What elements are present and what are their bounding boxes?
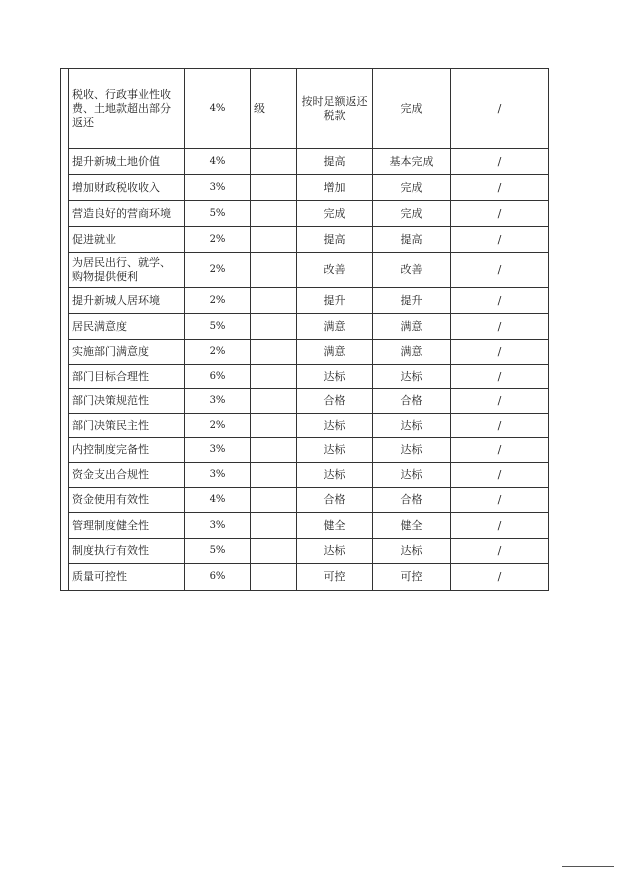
cell-deviation: / [497, 518, 502, 532]
cell-level [251, 201, 296, 226]
table-column-rule [60, 68, 61, 591]
cell-deviation: / [497, 206, 502, 220]
cell-actual: 合格 [400, 394, 423, 407]
cell-weight: 2% [209, 233, 226, 245]
cell-level [251, 365, 296, 388]
cell-indicator: 增加财政税收收入 [72, 180, 160, 194]
cell-level [251, 513, 296, 538]
cell-indicator: 税收、行政事业性收费、土地款超出部分返还 [72, 87, 171, 129]
cell-deviation: / [497, 544, 502, 557]
cell-weight: 2% [209, 346, 226, 357]
cell-actual: 达标 [400, 443, 423, 456]
cell-actual: 提升 [400, 293, 423, 307]
cell-level [251, 463, 296, 487]
cell-weight: 5% [209, 545, 226, 556]
cell-target: 达标 [323, 418, 346, 432]
cell-target: 按时足额返还税款 [301, 94, 368, 122]
cell-deviation: / [497, 319, 502, 333]
cell-weight: 5% [209, 320, 226, 332]
cell-target: 达标 [323, 544, 346, 557]
cell-target: 满意 [323, 319, 346, 333]
cell-deviation: / [497, 345, 502, 358]
cell-actual: 达标 [400, 544, 423, 557]
footer-rule [562, 866, 614, 867]
cell-indicator: 提升新城土地价值 [72, 154, 160, 168]
cell-level [251, 149, 296, 174]
cell-level [251, 340, 296, 364]
cell-level [251, 414, 296, 437]
cell-weight: 4% [209, 102, 226, 114]
cell-indicator: 资金使用有效性 [72, 493, 149, 506]
cell-weight: 3% [209, 444, 226, 455]
cell-weight: 4% [209, 155, 226, 167]
cell-level [251, 288, 296, 313]
cell-weight: 5% [209, 207, 226, 219]
cell-actual: 完成 [400, 206, 423, 220]
cell-actual: 达标 [400, 468, 423, 481]
cell-deviation: / [497, 263, 502, 276]
cell-actual: 提高 [400, 232, 423, 246]
cell-actual: 满意 [400, 319, 423, 333]
cell-weight: 6% [209, 370, 226, 382]
cell-actual: 达标 [400, 418, 423, 432]
cell-target: 提高 [323, 154, 346, 168]
cell-indicator: 制度执行有效性 [72, 544, 149, 557]
cell-deviation: / [497, 493, 502, 506]
cell-level [251, 175, 296, 200]
cell-target: 健全 [323, 518, 346, 532]
cell-actual: 基本完成 [389, 154, 434, 168]
cell-target: 完成 [323, 206, 346, 220]
cell-indicator: 质量可控性 [72, 570, 127, 583]
cell-level: 级 [254, 101, 265, 115]
cell-level [251, 539, 296, 563]
cell-level [251, 438, 296, 462]
cell-indicator: 部门决策民主性 [72, 418, 149, 432]
table-column-rule [548, 68, 549, 591]
cell-target: 达标 [323, 443, 346, 456]
cell-target: 提高 [323, 232, 346, 246]
cell-indicator: 营造良好的营商环境 [72, 206, 171, 220]
cell-deviation: / [497, 468, 502, 481]
cell-level [251, 314, 296, 339]
cell-deviation: / [497, 443, 502, 456]
cell-target: 达标 [323, 369, 346, 383]
cell-weight: 3% [209, 181, 226, 193]
cell-target: 增加 [323, 180, 346, 194]
cell-indicator: 部门决策规范性 [72, 394, 149, 407]
cell-indicator: 居民满意度 [72, 319, 127, 333]
cell-indicator: 部门目标合理性 [72, 369, 149, 383]
cell-deviation: / [497, 232, 502, 246]
cell-target: 合格 [323, 394, 346, 407]
cell-target: 可控 [323, 570, 346, 583]
cell-indicator: 内控制度完备性 [72, 443, 149, 456]
cell-target: 提升 [323, 293, 346, 307]
cell-level [251, 253, 296, 287]
cell-level [251, 488, 296, 512]
cell-deviation: / [497, 418, 502, 432]
cell-indicator: 资金支出合规性 [72, 468, 149, 481]
cell-deviation: / [497, 570, 502, 583]
cell-target: 达标 [323, 468, 346, 481]
cell-level [251, 564, 296, 590]
cell-actual: 可控 [400, 570, 423, 583]
cell-actual: 完成 [400, 180, 423, 194]
cell-actual: 合格 [400, 493, 423, 506]
cell-weight: 3% [209, 395, 226, 406]
cell-weight: 2% [209, 264, 226, 275]
cell-weight: 6% [209, 571, 226, 582]
cell-actual: 达标 [400, 369, 423, 383]
cell-indicator: 管理制度健全性 [72, 518, 149, 532]
cell-actual: 完成 [400, 101, 423, 115]
cell-weight: 2% [209, 294, 226, 306]
cell-weight: 3% [209, 469, 226, 480]
cell-indicator: 促进就业 [72, 232, 116, 246]
cell-level [251, 389, 296, 413]
cell-deviation: / [497, 180, 502, 194]
cell-weight: 2% [209, 419, 226, 431]
cell-weight: 4% [209, 494, 226, 505]
cell-indicator: 提升新城人居环境 [72, 293, 160, 307]
cell-deviation: / [497, 101, 502, 115]
cell-actual: 健全 [400, 518, 423, 532]
cell-deviation: / [497, 394, 502, 407]
cell-target: 合格 [323, 493, 346, 506]
cell-indicator: 为居民出行、就学、购物提供便利 [72, 256, 171, 283]
cell-weight: 3% [209, 519, 226, 531]
cell-target: 改善 [323, 263, 346, 276]
cell-deviation: / [497, 154, 502, 168]
cell-actual: 满意 [400, 345, 423, 358]
table-row-rule [60, 590, 549, 591]
cell-indicator: 实施部门满意度 [72, 345, 149, 358]
cell-level [251, 227, 296, 252]
cell-deviation: / [497, 293, 502, 307]
cell-target: 满意 [323, 345, 346, 358]
cell-deviation: / [497, 369, 502, 383]
cell-actual: 改善 [400, 263, 423, 276]
